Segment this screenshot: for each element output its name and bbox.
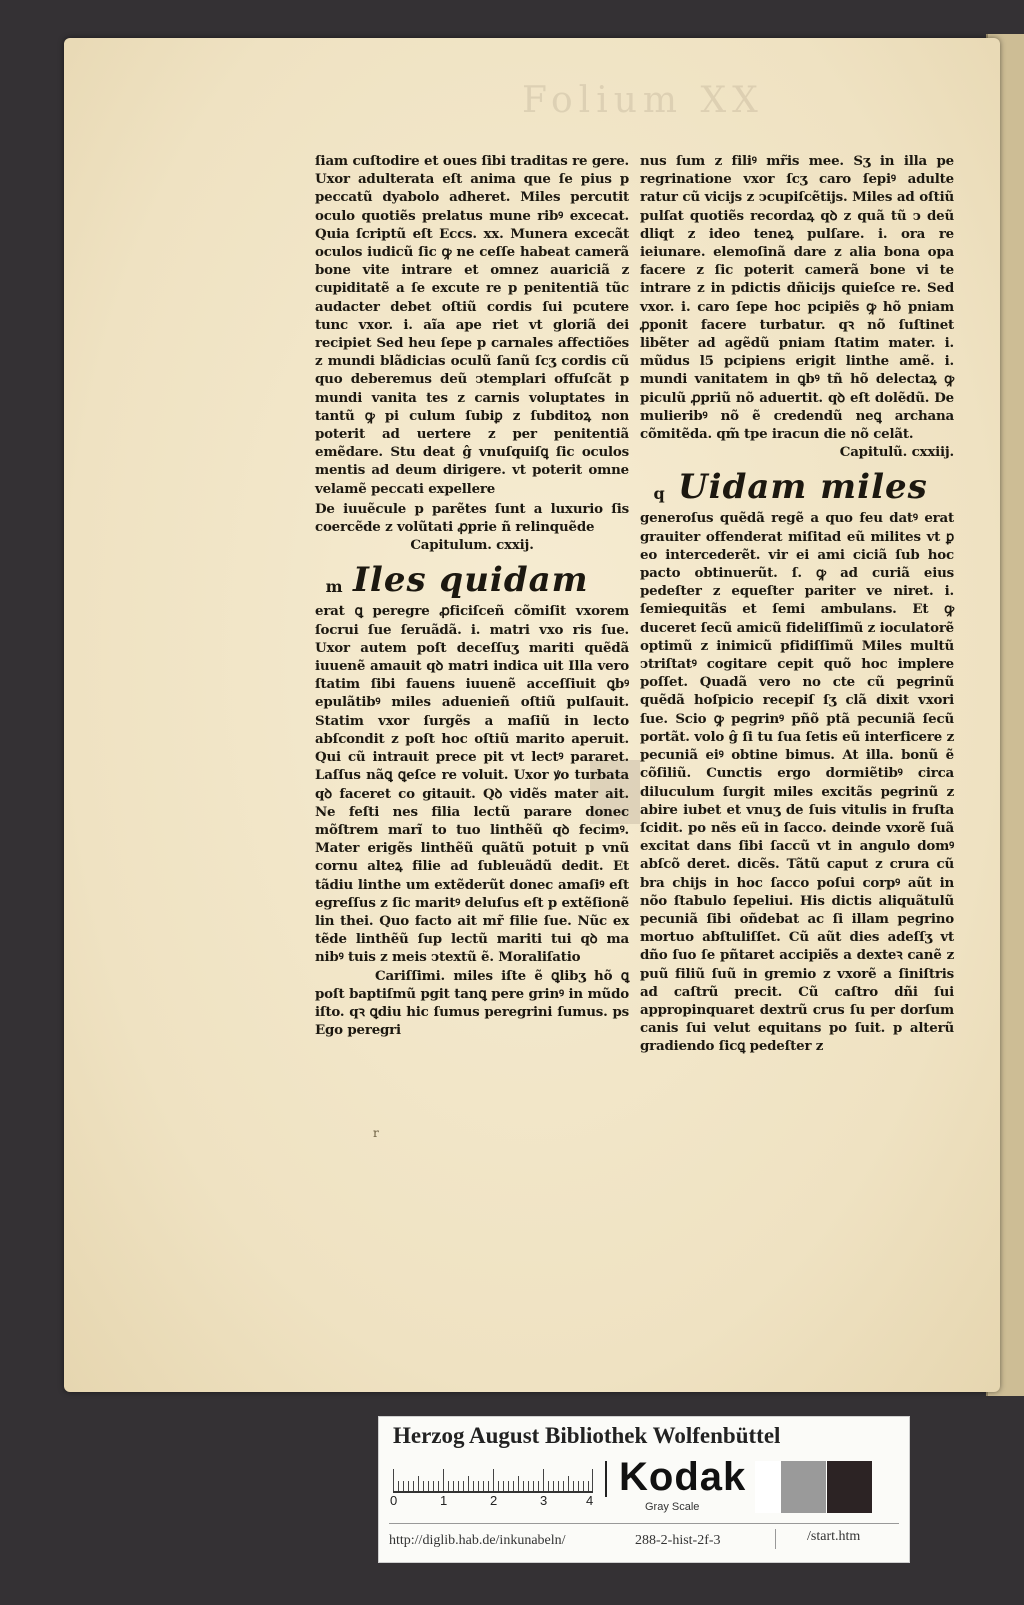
gray-swatch-mid: [781, 1461, 826, 1513]
ruler-label-0: 0: [390, 1493, 398, 1508]
gray-swatch-dark: [827, 1461, 872, 1513]
gray-scale-label: Gray Scale: [645, 1501, 700, 1513]
card-rule: [389, 1523, 899, 1524]
card-url-divider: [775, 1529, 776, 1549]
incipit-left: Iles quidam: [353, 560, 589, 601]
start-page: /start.htm: [807, 1529, 861, 1544]
left-para-3: erat ꝗ peregre ꝓficiſceñ cõmiſit vxorem ſocrui ſue ſeruãdã. i. matri vxo ris ſue. Uxor autem poſt deceſſuʒ mariti quẽdã iuuenẽ amauit qꝺ matri indica uit Illa vero ſtatim ſibi fauens iuuenẽ acceſſiuit ꝗbꝰ epulãtibꝰ miles aduenieñ oſtiũ pulſauit. Statim vxor ſurgẽs a maſiũ in lecto abſcondit z poſt hoc oſtiũ marito aperuit. Qui cũ intrauit prece pit vt lectꝰ pararet. Laſſus nãꝗ ꝗeſce re voluit. Uxor ꝟo turbata qꝺ faceret co gitauit. Qꝺ vidẽs mater ait. Ne feſti nes filia lectũ parare donec mõſtrem marĩ to tuo linthẽũ qꝺ fecimꝰ. Mater erigẽs linthẽũ quãtũ potuit p vnũ cornu alteꝝ filie ad ſubleuãdũ dedit. Et tãdiu linthe um extẽderũt donec amaſiꝰ eſt egreſſus z ſic maritꝰ deluſus eſt p extẽſionẽ lin thei. Quo facto ait mr̃ filie ſue. Nũc ex tẽde linthẽũ ſup lectũ mariti tui qꝺ ma nibꝰ tuis z meis ↄtextũ ẽ. Moraliſatio: [315, 603, 629, 966]
guide-letter-right: q: [653, 484, 665, 504]
library-color-card: [378, 1416, 910, 1563]
ruler-label-3: 3: [540, 1493, 548, 1508]
left-column: [315, 152, 629, 1039]
kodak-logo: Kodak: [619, 1455, 747, 1499]
show-through-header: Folium XX: [522, 80, 764, 121]
ruler-label-4: 4: [586, 1493, 594, 1508]
incipit-block-right: [640, 463, 954, 507]
incipit-block-left: [315, 556, 629, 600]
right-para-1: nus ſum z filiꝰ mr̃is mee. Sʒ in illa pe regrinatione vxor ſcʒ caro ſepiꝰ adulte ratur cũ vicijs z ↄcupiſcẽtijs. Miles ad oſtiũ pulſat quotiẽs recordaꝝ qꝺ z quã tũ ↄ deũ dliqt z ideo teneꝝ pulſare. i. ora re ieiunare. elemoſinã dare z alia bona opa facere z ſic poterit camerã bone vi te intrare z in pdictis dñicijs quieſce re. Sed vxor. i. caro ſepe hoc pcipiẽs ꝙ hõ pniam ꝓponit facere turbatur. qꝛ nõ ſuſtinet libẽter ad agẽdũ pniam ſtatim mater. i. mũdus l5 pcipiens erigit linthe amẽ. i. mundi vanitatem in ꝗbꝰ tñ hõ delectaꝝ ꝙ piculũ ꝓpriũ nõ aduertit. qꝺ eſt dolẽdũ. De mulieribꝰ nõ ẽ credendũ neꝗ archana cõmitẽda. qm̃ tpe iracun die nõ celãt.: [640, 153, 954, 443]
left-para-1: ſiam cuſtodire et oues ſibi traditas re gere. Uxor adulterata eſt anima que ſe pius p peccatũ dyabolo adheret. Miles percutit oculo quotiẽs prelatus mune ribꝰ excecat. Quia ſcriptũ eſt Eccs. xx. Munera excecãt oculos iudicũ ſic ꝙ ne ceſſe habeat camerã bone vite intrare et omnez auariciã z cupiditatẽ a ſe excute re p penitentiã tũc audacter debet oſtiũ cordis ſui pcutere tunc vxor. i. aĩa ape riet vt gloriã dei recipiet Sed heu ſepe p carnales affectiões z mundi blãdicias oculũ ſanũ ſcʒ cordis cũ quo deberemus deũ ↄtemplari offuſcãt p mundi vanita tes z carnis voluptates in tantũ ꝙ pi culum ſubiꝑ z ſubditoꝝ non poterit ad uertere z per penitentiã emẽdare. Stu deat ĝ vnuſquiſꝗ ſic oculos mentis ad deum dirigere. vt poterit omne velamẽ peccati expellere: [315, 153, 629, 497]
right-column: [640, 152, 954, 1056]
ruler-scale: [393, 1461, 593, 1493]
chapter-heading-123: Capitulũ. cxxiij.: [839, 444, 954, 461]
incipit-right: Uidam miles: [678, 467, 928, 508]
library-name: Herzog August Bibliothek Wolfenbüttel: [393, 1423, 781, 1448]
chapter-heading-122: Capitulum. cxxij.: [410, 537, 534, 554]
right-para-2: generoſus quẽdã regẽ a quo feu datꝰ erat grauiter offenderat miſitad eũ milites vt ꝑ eo intercederẽt. vir ei ami ciciã ſub hoc pacto obtinuerũt. ſ. ꝙ ad curiã eius pedeſter z equeſter pariter ve niret. i. ſemiequitãs et ſemi ambulans. Et ꝙ duceret ſecũ amicũ fideliſſimũ z ioculatorẽ optimũ z inimicũ pfidiſſimũ Miles multũ ↄtriſtatꝰ cogitare cepit quõ hoc implere poſſet. Quadã vero no cte cũ pegrinũ quẽdã hoſpicio recepiſ ſʒ clã dixit vxori ſue. Scio ꝙ pegrinꝰ pñõ ptã pecuniã ſecũ portãt. volo ĝ ſi tu ſua ſetis eũ interficere z pecuniã eiꝰ obtine bimus. At illa. bonũ ẽ cõſiliũ. Cunctis ergo dormiẽtibꝰ circa diluculum ſurgit miles excitãs pegrinũ z abire iubet et vnuʒ de ſuis vitulis in fruſta ſcidit. po nẽs eũ in ſacco. deinde vxorẽ ſuã excitat dans ſibi ſaccũ vt in angulo domꝰ abſcõ deret. dicẽs. Tãtũ caput z crura cũ bra chijs in hoc ſacco poſui corpꝰ aũt in nõo ſtabulo ſepeliui. His dictis aliquãtulũ pecuniã ſibi oñdebat ac ſi illam pegrino mortuo abſtuliſſet. Cũ aũt dies adeſſʒ vt dño ſuo ſe pñtaret accipiẽs a dexteꝛ canẽ z puũ filiũ ſuũ in gremio z vxorẽ a ſiniſtris ad caſtrũ precit. Cũ caſtro dñi ſui appropinquaret dextrũ crus ſu per dorſum canis ſui velut equitans po ſuit. p alterũ gradiendo ſicꝗ pedeſter z: [640, 510, 954, 1055]
source-url: http://diglib.hab.de/inkunabeln/: [389, 1533, 566, 1548]
shelfmark: 288-2-hist-2f-3: [635, 1533, 721, 1548]
card-divider: [605, 1461, 607, 1497]
left-para-4: Cariſſimi. miles iſte ẽ ꝗlibʒ hõ ꝗ poſt baptiſmũ pgit tanꝗ pere grinꝰ in mũdo iſto. qꝛ ꝗdiu hic ſumus peregrini ſumus. ps Ego peregri: [315, 967, 629, 1039]
guide-letter-left: m: [325, 577, 343, 597]
left-para-2: De iuuẽcule p parẽtes ſunt a luxurio ſis coercẽde z volũtati ꝓprie ñ relinquẽde: [315, 500, 629, 536]
stray-mark: r: [373, 1126, 379, 1140]
ruler-label-2: 2: [490, 1493, 498, 1508]
ruler-label-1: 1: [440, 1493, 448, 1508]
